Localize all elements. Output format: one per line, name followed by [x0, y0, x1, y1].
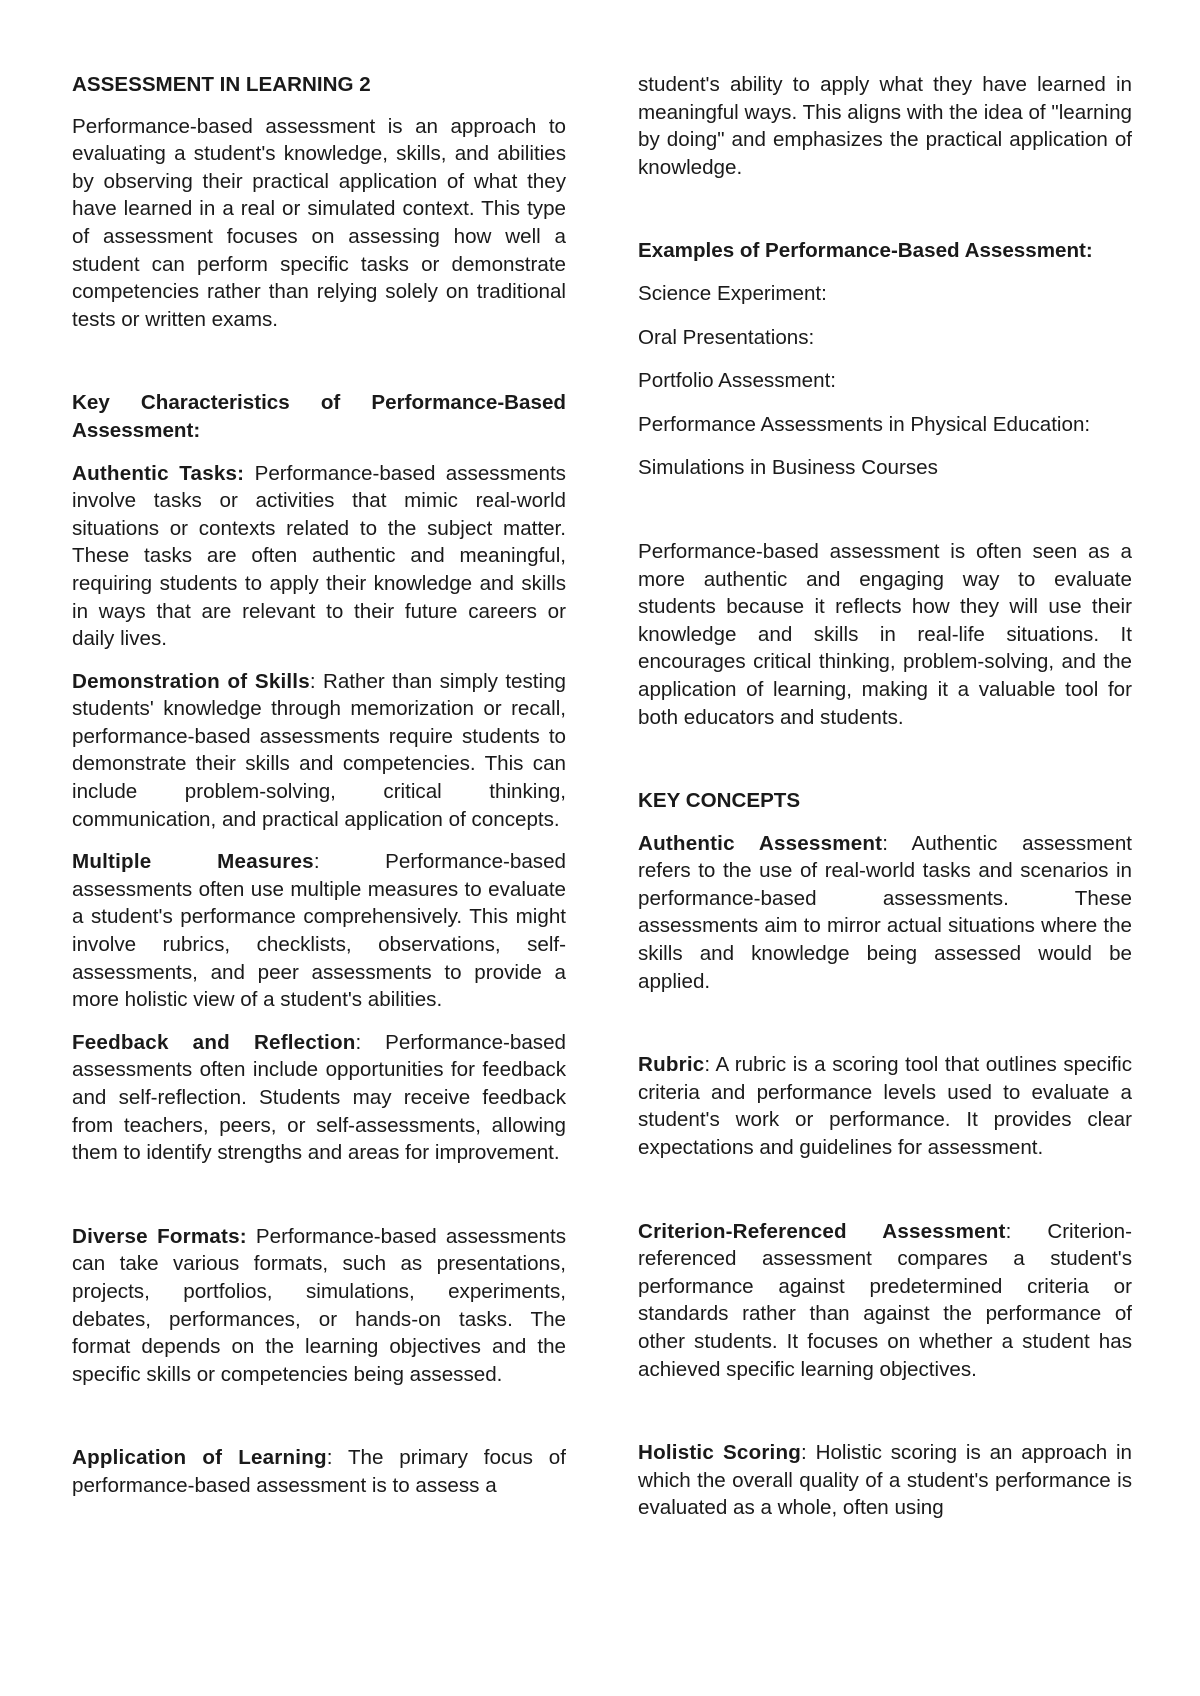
concept-holistic-scoring — [638, 1439, 1132, 1522]
concept-text: : Holistic scoring is an approach in which the overall quality of a student's performance is evaluated as a whole, often using — [638, 1441, 1132, 1520]
concept-text: : A rubric is a scoring tool that outlines specific criteria and performance levels used to evaluate a student's work or performance. It provides clear expectations and guidelines for assessment. — [638, 1053, 1132, 1160]
characteristic-term: Feedback and Reflection — [72, 1030, 356, 1054]
example-item: Simulations in Business Courses — [638, 456, 938, 480]
concept-term: Rubric — [638, 1053, 705, 1077]
example-item: Performance Assessments in Physical Education: — [638, 412, 1091, 436]
key-concepts-heading: KEY CONCEPTS — [638, 789, 801, 813]
concept-text: : Criterion-referenced assessment compares a student's performance against predetermined criteria or standards rather than against the performance of other students. It focuses on whether a student has achieved specific learning objectives. — [638, 1219, 1132, 1381]
examples-list — [638, 280, 1132, 482]
application-continued-paragraph: student's ability to apply what they have learned in meaningful ways. This aligns with the idea of "learning by doing" and emphasizes the practical application of knowledge. — [638, 73, 1132, 179]
concept-authentic-assessment — [638, 830, 1132, 996]
characteristic-term: Application of Learning — [72, 1446, 327, 1470]
characteristic-term: Demonstration of Skills — [72, 669, 310, 693]
characteristic-term: Diverse Formats: — [72, 1224, 247, 1248]
characteristic-text: : Rather than simply testing students' knowledge through memorization or recall, performance-based assessments require students to demonstrate their skills and competencies. This can include problem-solving, critical thinking, communication, and practical application of concepts. — [72, 669, 566, 831]
concept-criterion-referenced-assessment — [638, 1218, 1132, 1384]
characteristic-text: Performance-based assessments can take various formats, such as presentations, projects, portfolios, simulations, experiments, debates, performances, or hands-on tasks. The format depends on the learning objectives and the specific skills or competencies being assessed. — [72, 1224, 566, 1386]
intro-paragraph: Performance-based assessment is an approach to evaluating a student's knowledge, skills, and abilities by observing their practical application of what they have learned in a real or simulated context. This type of assessment focuses on assessing how well a student can perform specific tasks or demonstrate competencies rather than relying solely on traditional tests or written exams. — [72, 114, 566, 331]
characteristic-feedback-and-reflection — [72, 1029, 566, 1167]
characteristic-term: Multiple Measures — [72, 850, 314, 874]
left-column — [72, 71, 566, 1500]
example-item: Oral Presentations: — [638, 325, 815, 349]
characteristic-text: : Performance-based assessments often use multiple measures to evaluate a student's performance comprehensively. This might involve rubrics, checklists, observations, self-assessments, and peer assessments to provide a more holistic view of a student's abilities. — [72, 850, 566, 1012]
characteristic-demonstration-of-skills — [72, 668, 566, 834]
characteristic-text: : The primary focus of performance-based assessment is to assess a — [72, 1446, 566, 1497]
example-item: Portfolio Assessment: — [638, 369, 837, 393]
concept-text: : Authentic assessment refers to the use of real-world tasks and scenarios in performance-based assessments. These assessments aim to mirror actual situations where the skills and knowledge being assessed would be applied. — [638, 831, 1132, 993]
characteristic-authentic-tasks — [72, 460, 566, 653]
examples-heading: Examples of Performance-Based Assessment: — [638, 239, 1093, 263]
characteristic-application-of-learning — [72, 1444, 566, 1499]
characteristic-text: Performance-based assessments involve tasks or activities that mimic real-world situations or contexts related to the subject matter. These tasks are often authentic and meaningful, requiring students to apply their knowledge and skills in ways that are relevant to their future careers or daily lives. — [72, 461, 566, 651]
example-item: Science Experiment: — [638, 281, 827, 305]
characteristic-multiple-measures — [72, 848, 566, 1014]
characteristics-heading: Key Characteristics of Performance-Based Assessment: — [72, 391, 566, 442]
summary-paragraph: Performance-based assessment is often seen as a more authentic and engaging way to evaluate students because it reflects how they will use their knowledge and skills in real-life situations. It encourages critical thinking, problem-solving, and the application of learning, making it a valuable tool for both educators and students. — [638, 539, 1132, 729]
characteristic-text: : Performance-based assessments often include opportunities for feedback and self-reflection. Students may receive feedback from teachers, peers, or self-assessments, allowing them to identify strengths and areas for improvement. — [72, 1030, 566, 1165]
concept-term: Holistic Scoring — [638, 1441, 802, 1465]
characteristic-diverse-formats — [72, 1223, 566, 1389]
document-title: ASSESSMENT IN LEARNING 2 — [72, 73, 371, 96]
concept-term: Authentic Assessment — [638, 831, 883, 855]
concept-term: Criterion-Referenced Assessment — [638, 1219, 1006, 1243]
characteristic-term: Authentic Tasks: — [72, 461, 245, 485]
concept-rubric — [638, 1051, 1132, 1161]
right-column — [638, 71, 1132, 1522]
